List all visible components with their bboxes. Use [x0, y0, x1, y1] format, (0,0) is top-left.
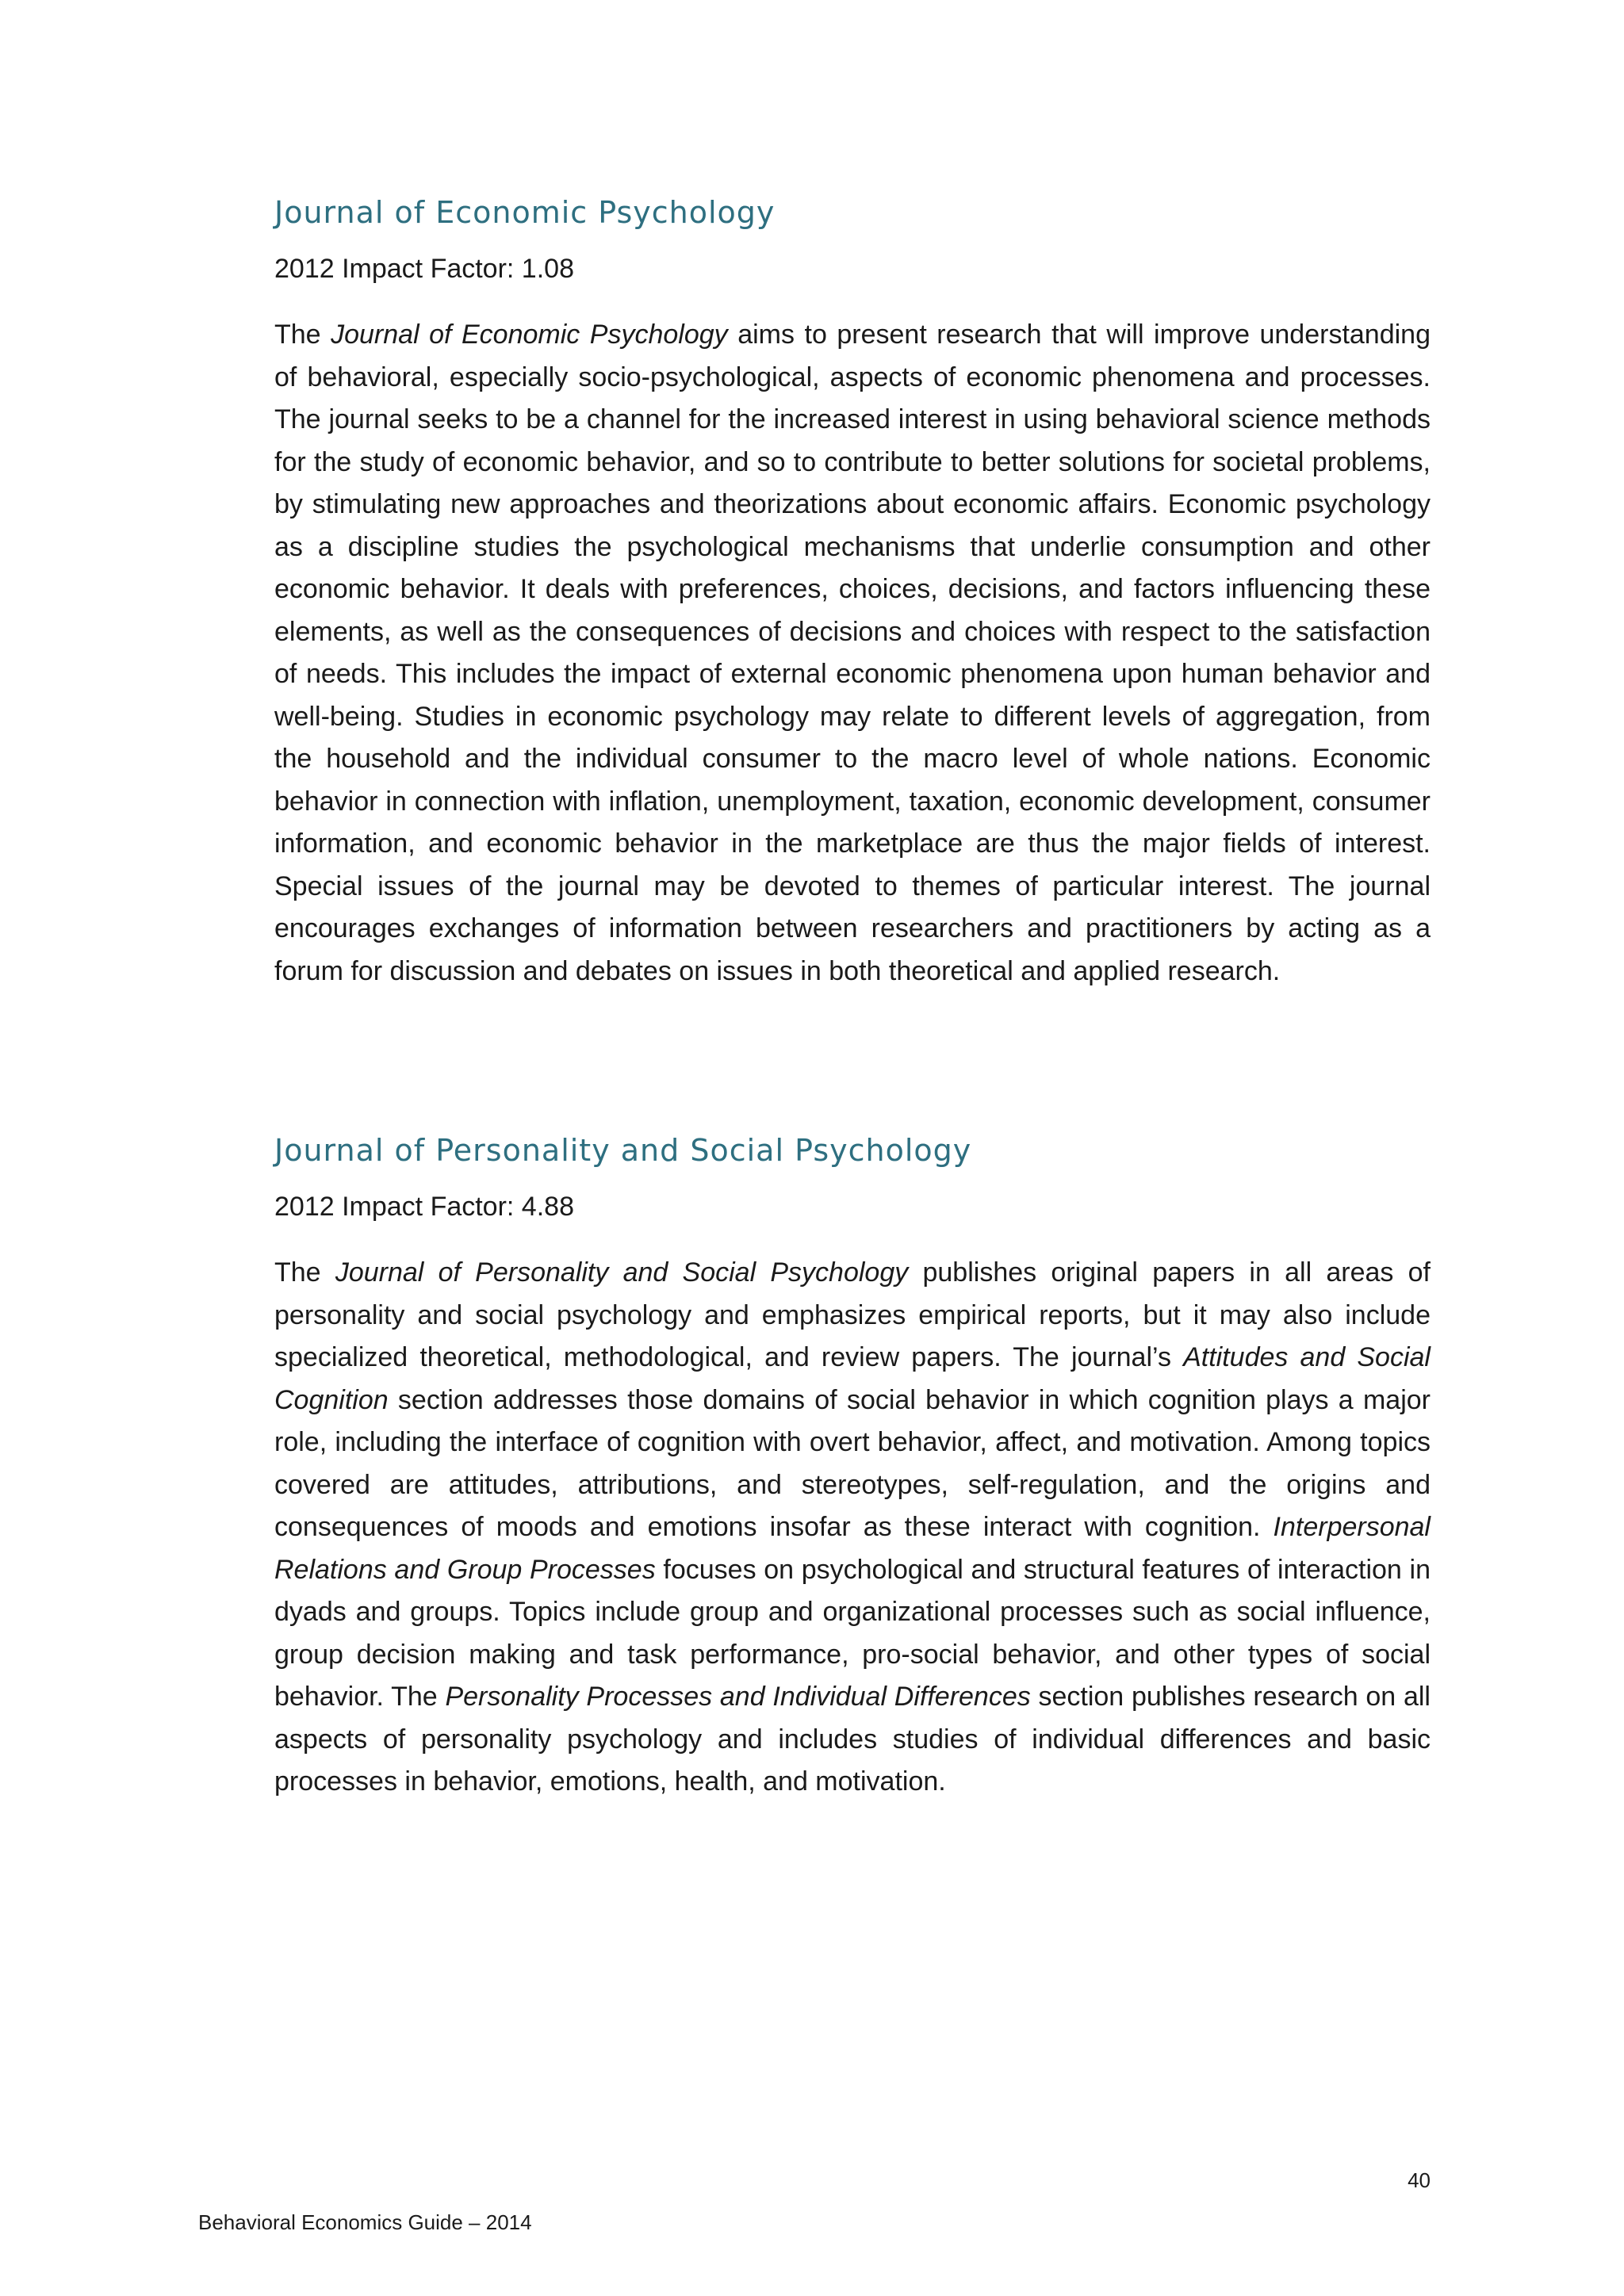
journal-title: Journal of Economic Psychology: [274, 195, 776, 230]
journal-section-economic-psychology: [274, 187, 1431, 993]
description-segment: focuses on psychological and structural features of interaction in dyads and groups. Topics include group and organizational processes such as social influence, group decision making and task performance, pro-social behavior, and other types of social behavior. The: [274, 1554, 1431, 1712]
description-segment: section publishes research on all aspects of personality psychology and includes studies of individual differences and basic processes in behavior, emotions, health, and motivation.: [274, 1682, 1431, 1797]
description-segment-italic: Personality Processes and Individual Differences: [445, 1682, 1031, 1712]
description-segment: The: [274, 320, 331, 350]
journal-title: Journal of Personality and Social Psychology: [274, 1133, 972, 1168]
journal-description: [274, 1252, 1431, 1804]
page-number: 40: [1408, 2168, 1431, 2192]
journal-description: [274, 314, 1431, 993]
description-segment: publishes original papers in all areas of personality and social psychology and emphasizes empirical reports, but it may also include specialized theoretical, methodological, and review papers. The journal’s: [274, 1257, 1431, 1372]
journal-section-personality-social-psychology: [274, 1125, 1431, 1804]
description-segment-italic: Journal of Personality and Social Psychology: [335, 1257, 909, 1288]
footer-text: Behavioral Economics Guide – 2014: [198, 2210, 532, 2234]
description-segment: aims to present research that will improve understanding of behavioral, especially socio-psychological, aspects of economic phenomena and processes. The journal seeks to be a channel for the increased interest in using behavioral science methods for the study of economic behavior, and so to contribute to better solutions for societal problems, by stimulating new approaches and theorizations about economic affairs. Economic psychology as a discipline studies the psychological mechanisms that underlie consumption and other economic behavior. It deals with preferences, choices, decisions, and factors influencing these elements, as well as the consequences of decisions and choices with respect to the satisfaction of needs. This includes the impact of external economic phenomena upon human behavior and well-being. Studies in economic psychology may relate to different levels of aggregation, from the household and the individual consumer to the macro level of whole nations. Economic behavior in connection with inflation, unemployment, taxation, economic development, consumer information, and economic behavior in the marketplace are thus the major fields of interest. Special issues of the journal may be devoted to themes of particular interest. The journal encourages exchanges of information between researchers and practitioners by acting as a forum for discussion and debates on issues in both theoretical and applied research.: [274, 320, 1431, 986]
description-segment: section addresses those domains of social behavior in which cognition plays a major role, including the interface of cognition with overt behavior, affect, and motivation. Among topics covered are attitudes, attributions, and stereotypes, self-regulation, and the origins and consequences of moods and emotions insofar as these interact with cognition.: [274, 1384, 1431, 1542]
description-segment-italic: Attitudes and Social Cognition: [274, 1342, 1431, 1415]
description-segment-italic: Interpersonal Relations and Group Processes: [274, 1512, 1431, 1585]
description-segment-italic: Journal of Economic Psychology: [331, 320, 728, 350]
impact-factor: 2012 Impact Factor: 1.08: [274, 254, 574, 284]
description-segment: The: [274, 1257, 335, 1288]
impact-factor: 2012 Impact Factor: 4.88: [274, 1192, 574, 1222]
